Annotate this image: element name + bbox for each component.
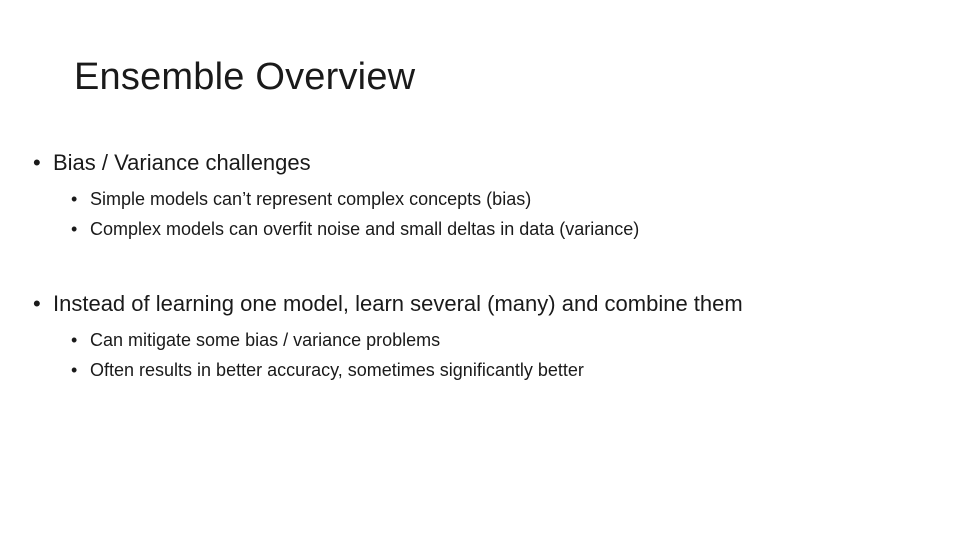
- bullet-item: [33, 148, 933, 178]
- sub-bullet-text: Can mitigate some bias / variance problems: [90, 330, 441, 350]
- sub-bullet-item: [71, 325, 933, 355]
- sub-bullet-text: Often results in better accuracy, sometimes significantly better: [90, 360, 584, 380]
- slide-title: Ensemble Overview: [74, 56, 416, 98]
- bullet-section-1: [33, 148, 933, 244]
- bullet-item: [33, 289, 933, 319]
- bullet-icon: •: [33, 291, 41, 316]
- sub-bullet-item: [71, 184, 933, 214]
- bullet-icon: •: [71, 360, 78, 380]
- bullet-text: Bias / Variance challenges: [53, 150, 311, 175]
- bullet-icon: •: [33, 150, 41, 175]
- sub-bullet-text: Simple models can’t represent complex concepts (bias): [90, 189, 532, 209]
- sub-bullet-item: [71, 214, 933, 244]
- bullet-section-2: [33, 289, 933, 385]
- sub-bullet-item: [71, 355, 933, 385]
- bullet-icon: •: [71, 330, 78, 350]
- bullet-text: Instead of learning one model, learn several (many) and combine them: [53, 291, 743, 316]
- bullet-icon: •: [71, 189, 78, 209]
- bullet-icon: •: [71, 219, 78, 239]
- sub-bullet-list: [33, 184, 933, 244]
- sub-bullet-list: [33, 325, 933, 385]
- sub-bullet-text: Complex models can overfit noise and small deltas in data (variance): [90, 219, 640, 239]
